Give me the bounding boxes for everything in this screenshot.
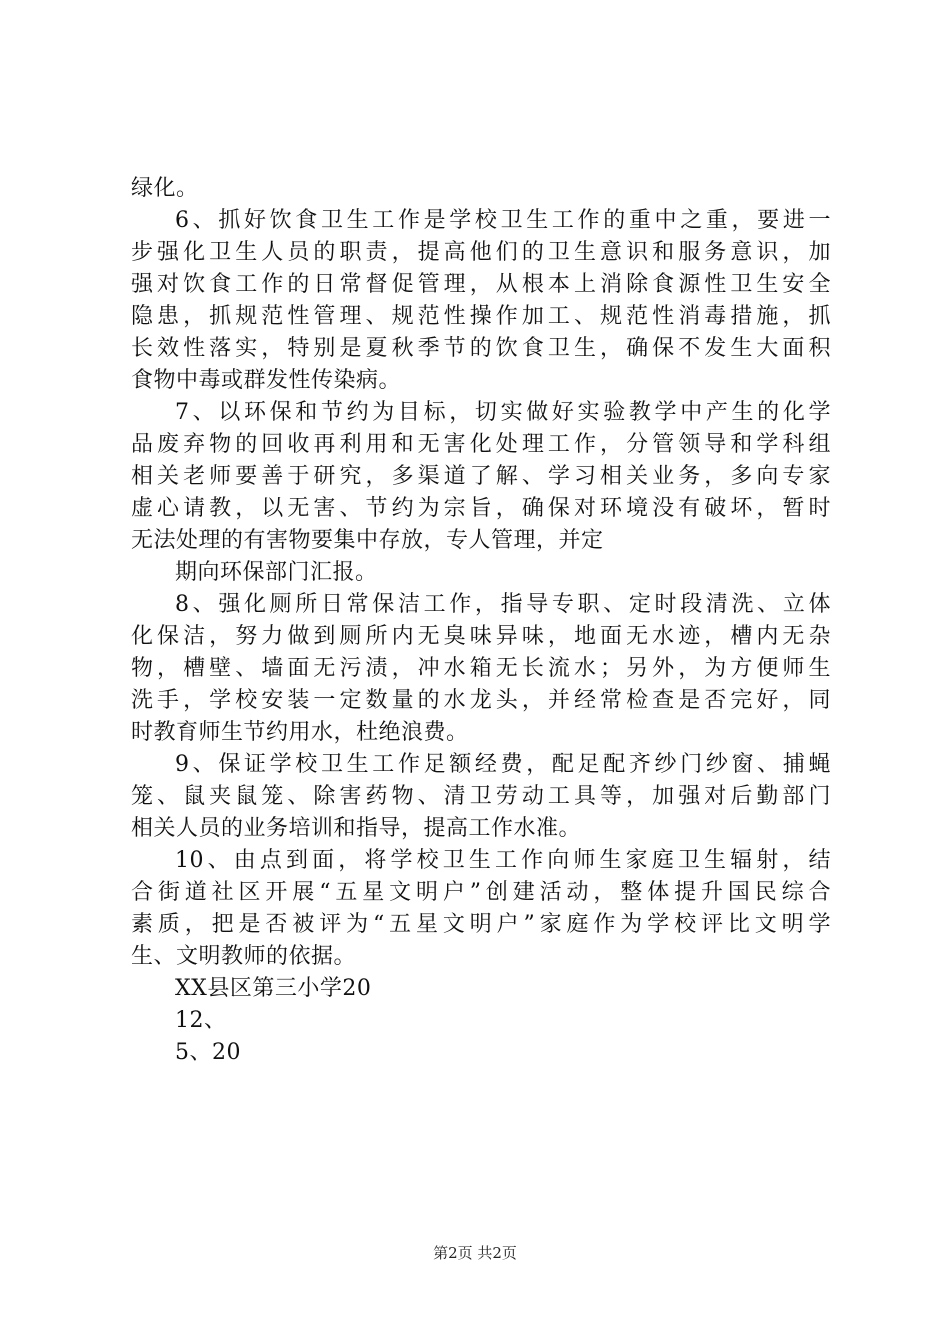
text-line: 步强化卫生人员的职责，提高他们的卫生意识和服务意识，加 [131, 240, 831, 265]
text-line: 化保洁，努力做到厕所内无臭味异味，地面无水迹，槽内无杂 [131, 624, 831, 649]
text-line: 相关人员的业务培训和指导，提高工作水准。 [131, 816, 582, 841]
text-line: 食物中毒或群发性传染病。 [131, 368, 402, 393]
text-line: 无法处理的有害物要集中存放，专人管理，并定 [131, 528, 604, 553]
text-line: 生、文明教师的依据。 [131, 944, 357, 969]
date-line: 12、 [175, 1008, 227, 1033]
text-line: 9、保证学校卫生工作足额经费，配足配齐纱门纱窗、捕蝇 [175, 752, 831, 777]
page-footer: 第2页 共2页 [433, 1244, 517, 1262]
text-line: 相关老师要善于研究，多渠道了解、学习相关业务，多向专家 [131, 464, 831, 489]
text-line: 笼、鼠夹鼠笼、除害药物、清卫劳动工具等，加强对后勤部门 [131, 784, 831, 809]
text-line: 7、以环保和节约为目标，切实做好实验教学中产生的化学 [175, 400, 831, 425]
text-line: 洗手，学校安装一定数量的水龙头，并经常检查是否完好，同 [131, 688, 831, 713]
date-line: 5、20 [175, 1040, 241, 1065]
text-line: 长效性落实，特别是夏秋季节的饮食卫生，确保不发生大面积 [131, 336, 831, 361]
text-line: 6、抓好饮食卫生工作是学校卫生工作的重中之重，要进一 [175, 208, 831, 233]
text-line: 素质，把是否被评为“五星文明户”家庭作为学校评比文明学 [131, 912, 831, 937]
text-line: 时教育师生节约用水，杜绝浪费。 [131, 720, 469, 745]
text-line: 虚心请教，以无害、节约为宗旨，确保对环境没有破坏，暂时 [131, 496, 831, 521]
text-line: 隐患，抓规范性管理、规范性操作加工、规范性消毒措施，抓 [131, 304, 831, 329]
text-line: 合街道社区开展“五星文明户”创建活动，整体提升国民综合 [131, 880, 831, 905]
text-line: 10、由点到面，将学校卫生工作向师生家庭卫生辐射，结 [175, 848, 831, 873]
text-line: 8、强化厕所日常保洁工作，指导专职、定时段清洗、立体 [175, 592, 831, 617]
text-line: 期向环保部门汇报。 [175, 560, 378, 585]
text-line: 绿化。 [131, 176, 199, 201]
text-line: 强对饮食工作的日常督促管理，从根本上消除食源性卫生安全 [131, 272, 831, 297]
text-line: 品废弃物的回收再利用和无害化处理工作，分管领导和学科组 [131, 432, 831, 457]
signature-line: XX县区第三小学20 [175, 976, 372, 1001]
text-line: 物，槽壁、墙面无污渍，冲水箱无长流水；另外，为方便师生 [131, 656, 831, 681]
